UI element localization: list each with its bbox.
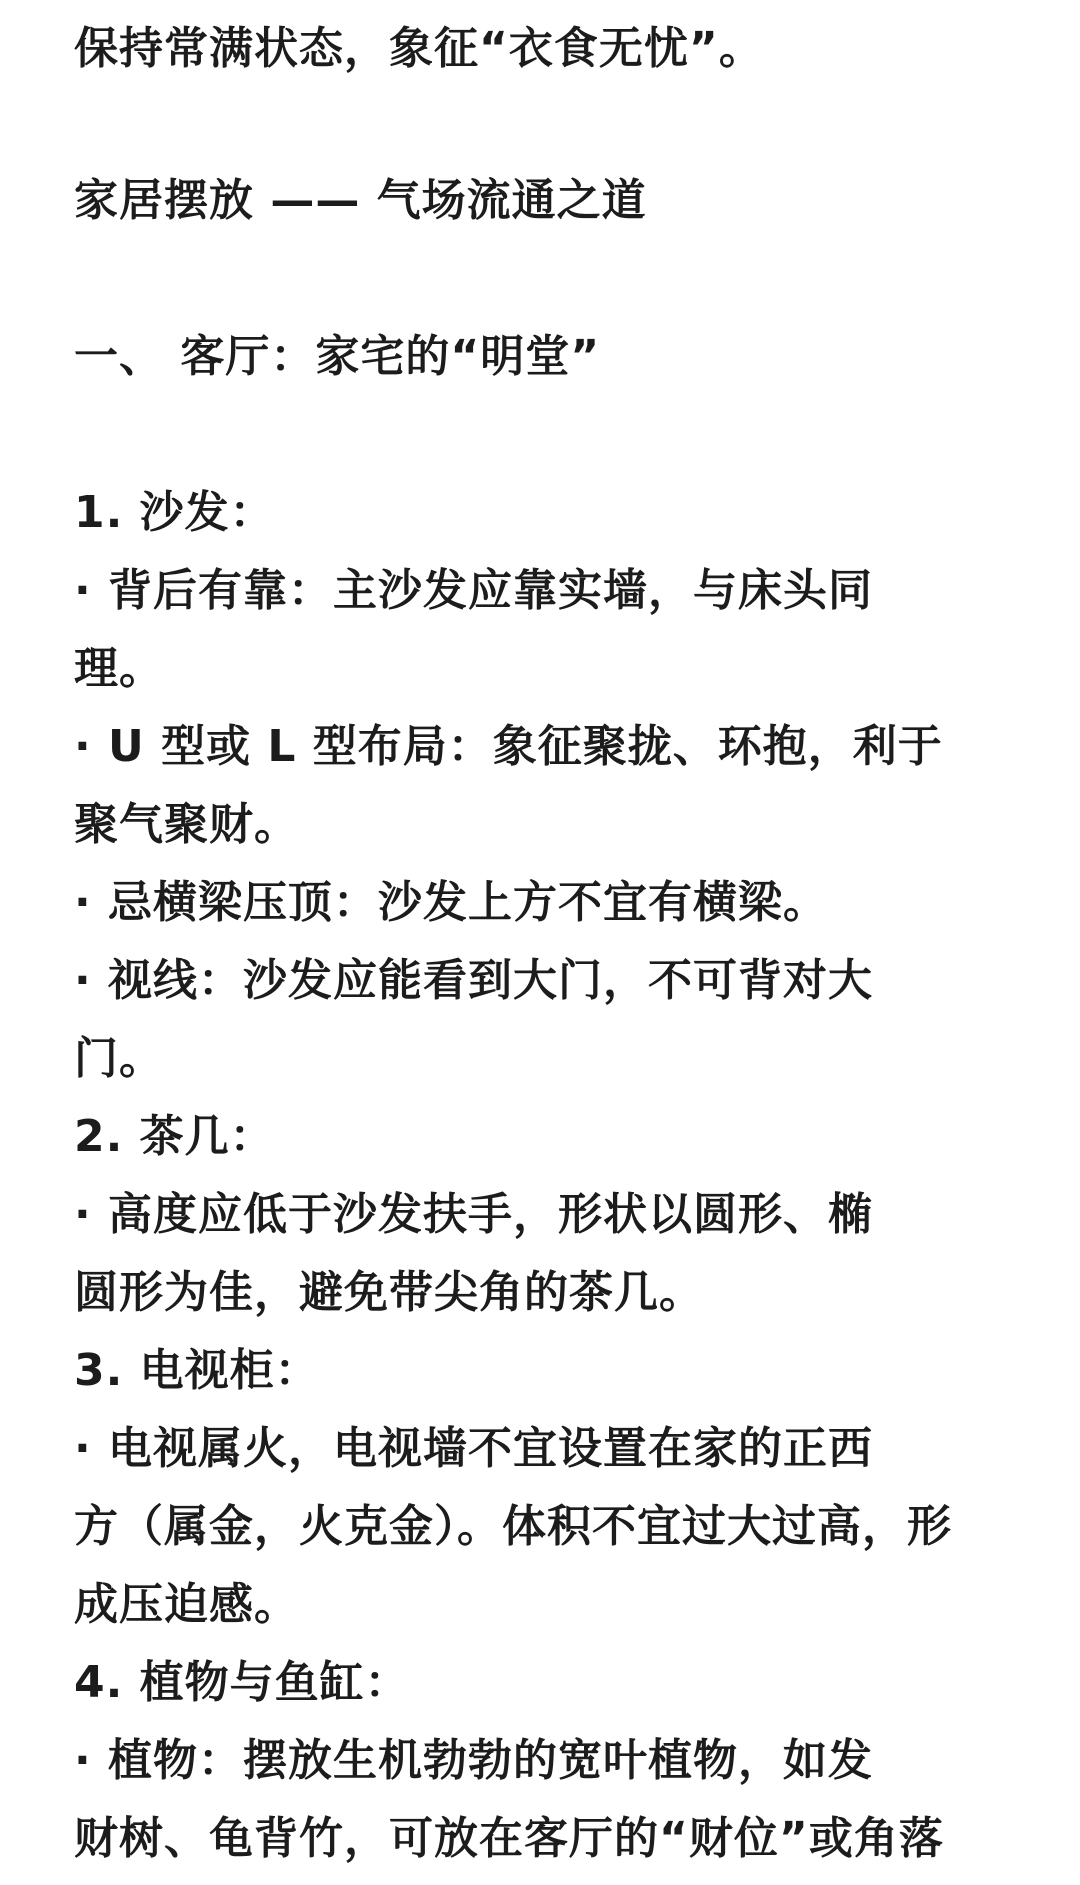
list-item-heading: 1. 沙发： — [74, 487, 275, 538]
list-item-heading: 3. 电视柜： — [74, 1345, 320, 1396]
bullet-line: · 植物：摆放生机勃勃的宽叶植物，如发 — [74, 1735, 874, 1786]
bullet-line: · U 型或 L 型布局：象征聚拢、环抱，利于 — [74, 721, 943, 772]
subsection-heading: 一、 客厅：家宅的“明堂” — [74, 331, 601, 382]
text-line: 门。 — [74, 1033, 164, 1084]
text-line: 保持常满状态，象征“衣食无忧”。 — [74, 23, 764, 74]
text-line: 圆形为佳，避免带尖角的茶几。 — [74, 1267, 704, 1318]
list-item-heading: 2. 茶几： — [74, 1111, 275, 1162]
bullet-line: · 忌横梁压顶：沙发上方不宜有横梁。 — [74, 877, 829, 928]
text-line: 聚气聚财。 — [74, 799, 299, 850]
bullet-line: · 视线：沙发应能看到大门，不可背对大 — [74, 955, 874, 1006]
bullet-line: · 电视属火，电视墙不宜设置在家的正西 — [74, 1423, 874, 1474]
bullet-line: · 背后有靠：主沙发应靠实墙，与床头同 — [74, 565, 874, 616]
text-line: 理。 — [74, 643, 164, 694]
list-item-heading: 4. 植物与鱼缸： — [74, 1657, 410, 1708]
bullet-line: · 高度应低于沙发扶手，形状以圆形、椭 — [74, 1189, 874, 1240]
text-line: 方（属金，火克金）。体积不宜过大过高，形 — [74, 1501, 952, 1552]
section-heading: 家居摆放 —— 气场流通之道 — [74, 175, 647, 226]
text-line: 成压迫感。 — [74, 1579, 299, 1630]
text-line: 财树、龟背竹，可放在客厅的“财位”或角落 — [74, 1813, 944, 1864]
